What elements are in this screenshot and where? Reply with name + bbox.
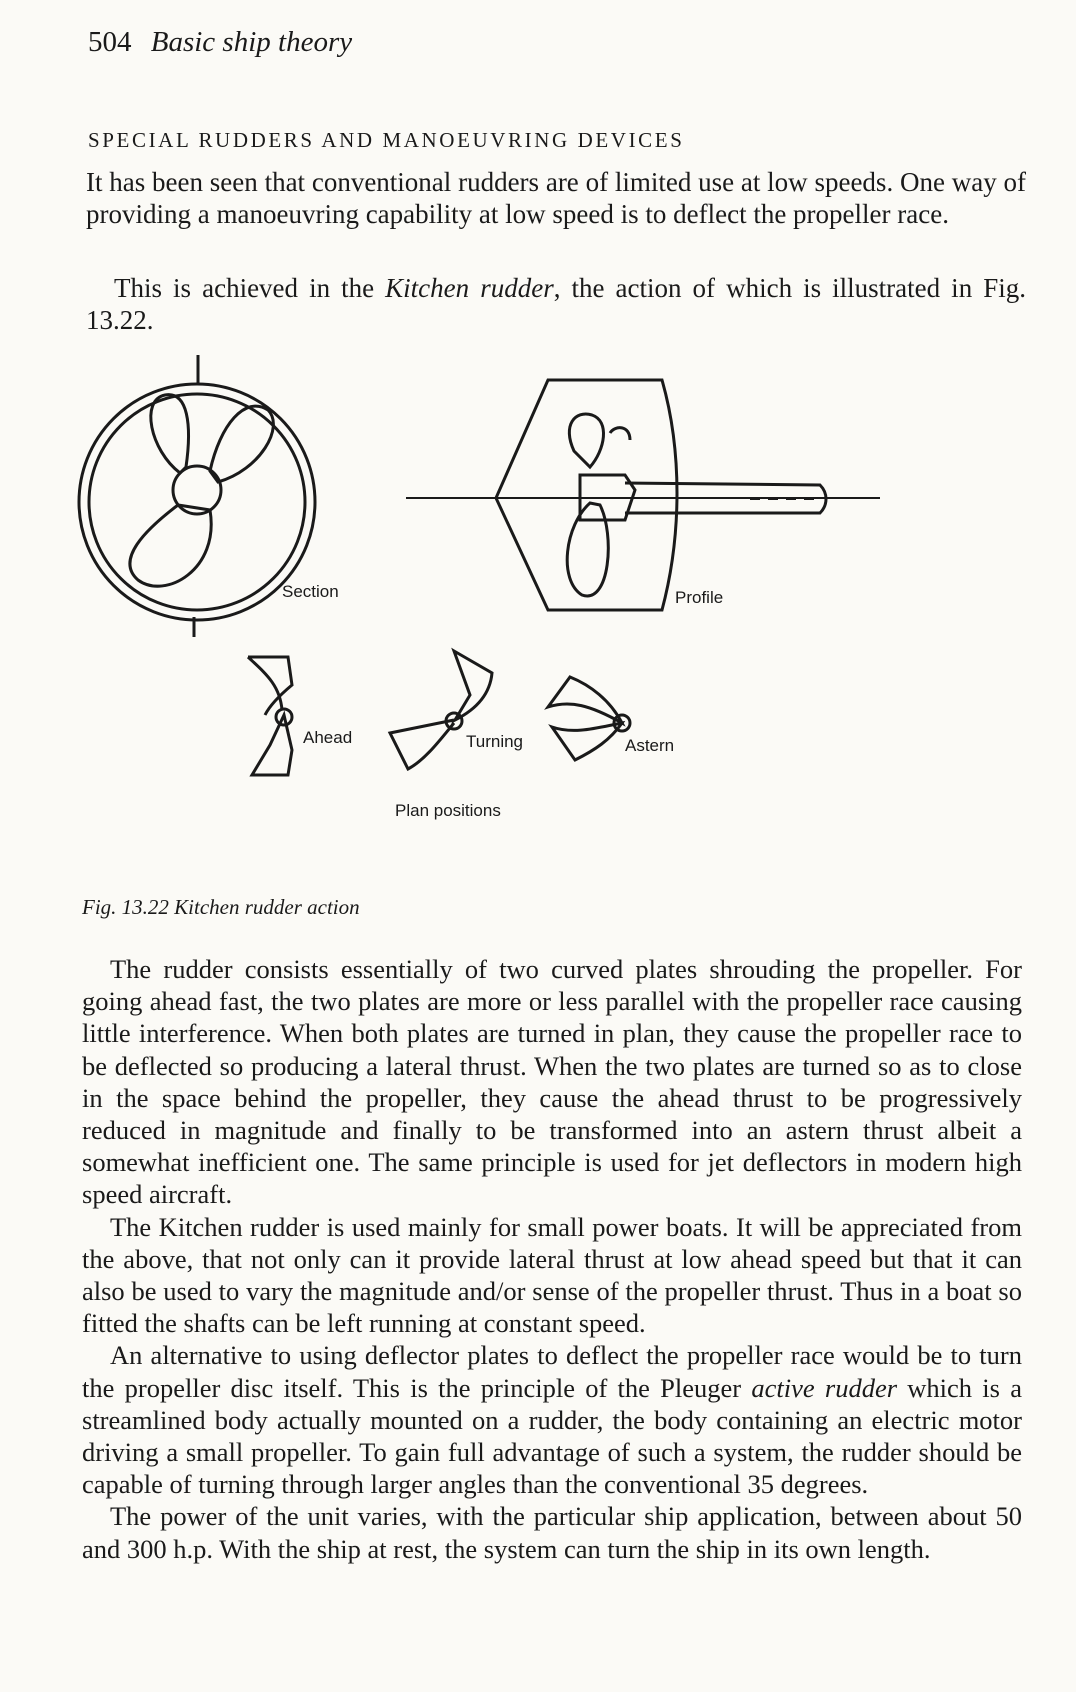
figure-caption: Fig. 13.22 Kitchen rudder action xyxy=(82,895,360,919)
section-outer-ring xyxy=(79,384,315,620)
plan-turning xyxy=(390,651,492,769)
running-title: Basic ship theory xyxy=(150,26,353,58)
astern-plate-lower xyxy=(552,723,622,760)
kitchen-rudder-term: Kitchen rudder xyxy=(385,273,554,303)
intro-p2-text-b: , the action of which is illustrated in Fig. 13.22. xyxy=(86,273,1027,335)
label-profile: Profile xyxy=(675,588,724,607)
body-paragraph-3 xyxy=(82,1339,1022,1500)
intro-paragraph-2 xyxy=(86,272,1026,336)
body-p3-text-a: An alternative to using deflector plates to deflect the propeller race would be to turn the propeller disc itself. This is the principle of the Pleuger xyxy=(82,1340,1022,1403)
plan-astern xyxy=(548,677,630,760)
label-ahead: Ahead xyxy=(303,728,353,747)
ahead-plate-upper xyxy=(248,657,292,715)
profile-blade-lower xyxy=(567,503,608,596)
intro-paragraph-1: It has been seen that conventional rudders are of limited use at low speeds. One way of providing a manoeuvring capability at low speed is to deflect the propeller race. xyxy=(86,167,1026,229)
ahead-plate-upper-inner xyxy=(248,657,282,710)
running-header xyxy=(88,26,352,59)
profile-view xyxy=(406,380,880,610)
label-turning: Turning xyxy=(466,732,524,751)
plan-ahead xyxy=(248,657,292,775)
intro-p2-text-a: This is achieved in the xyxy=(114,273,386,303)
page-number: 504 xyxy=(88,26,132,58)
body-paragraph-1: The rudder consists essentially of two curved plates shrouding the propeller. For going ahead fast, the two plates are more or less parallel with the propeller race causing little interference. When both plates are turned in plan, they cause the propeller race to be deflected so producing a lateral thrust. When the two plates are turned so as to close in the space behind the propeller, they cause the ahead thrust to be progressively reduced in magnitude and finally to be transformed into an astern thrust albeit a somewhat inefficient one. The same principle is used for jet deflectors in modern high speed aircraft. xyxy=(82,954,1022,1210)
astern-plate-upper xyxy=(548,677,622,723)
kitchen-rudder-diagram xyxy=(70,355,970,895)
label-section: Section xyxy=(282,582,339,601)
label-plan-positions: Plan positions xyxy=(395,801,501,820)
figure-13-22 xyxy=(70,355,970,895)
section-view xyxy=(79,355,315,637)
propeller-blade-1 xyxy=(151,395,189,473)
section-heading: SPECIAL RUDDERS AND MANOEUVRING DEVICES xyxy=(88,128,685,152)
body-paragraph-2: The Kitchen rudder is used mainly for small power boats. It will be appreciated from the above, that not only can it provide lateral thrust at low ahead speed but that it can also be used to vary the magnitude and/or sense of the propeller thrust. Thus in a boat so fitted the shafts can be left running at constant speed. xyxy=(82,1211,1022,1339)
turning-plate-upper xyxy=(454,651,492,720)
label-astern: Astern xyxy=(625,736,675,755)
profile-blade-tip xyxy=(610,428,630,440)
active-rudder-term: active rudder xyxy=(751,1372,898,1403)
body-p3-text-b: which is a streamlined body actually mounted on a rudder, the body containing an electric motor driving a small propeller. To gain full advantage of such a system, the rudder should be capable of turning through larger angles than the conventional 35 degrees. xyxy=(82,1372,1022,1500)
propeller-blade-3 xyxy=(130,505,211,586)
body-text xyxy=(82,953,1022,1565)
profile-blade-upper xyxy=(569,414,603,467)
body-paragraph-4: The power of the unit varies, with the particular ship application, between about 50 and 300 h.p. With the ship at rest, the system can turn the ship in its own length. xyxy=(82,1501,1022,1564)
turning-plate-lower xyxy=(390,720,454,769)
